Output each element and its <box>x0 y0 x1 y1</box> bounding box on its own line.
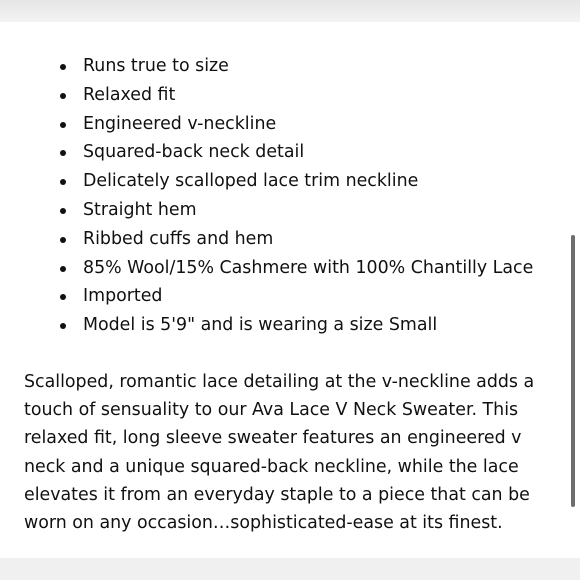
bullet-icon <box>60 294 66 300</box>
feature-text: Model is 5'9" and is wearing a size Small <box>83 315 438 336</box>
feature-text: Runs true to size <box>83 56 229 76</box>
list-item <box>58 52 558 81</box>
list-item <box>58 196 558 225</box>
product-description <box>24 368 554 537</box>
feature-text: Imported <box>83 286 163 307</box>
feature-text: Straight hem <box>83 199 197 220</box>
bullet-icon <box>60 150 66 156</box>
feature-text: Delicately scalloped lace trim neckline <box>83 171 419 192</box>
description-line: relaxed fit, long sleeve sweater features an engineered v <box>24 428 522 449</box>
list-item <box>58 167 558 196</box>
list-item <box>58 254 558 283</box>
bullet-icon <box>60 93 66 99</box>
list-item <box>58 311 558 340</box>
feature-text: 85% Wool/15% Cashmere with 100% Chantilly Lace <box>83 257 534 278</box>
feature-text: Relaxed fit <box>83 84 176 105</box>
bullet-icon <box>60 266 66 272</box>
bottom-edge <box>0 558 580 580</box>
feature-text: Squared-back neck detail <box>83 142 305 163</box>
bullet-icon <box>60 237 66 243</box>
description-line: neck and a unique squared-back neckline, while the lace <box>24 456 519 477</box>
bullet-icon <box>60 208 66 214</box>
list-item <box>58 138 558 167</box>
scrollbar-thumb[interactable] <box>571 235 575 507</box>
list-item <box>58 81 558 110</box>
bullet-icon <box>60 179 66 185</box>
feature-text: Ribbed cuffs and hem <box>83 228 274 249</box>
list-item <box>58 110 558 139</box>
list-item <box>58 225 558 254</box>
description-line: elevates it from an everyday staple to a piece that can be <box>24 484 530 505</box>
description-line: worn on any occasion…sophisticated-ease at its finest. <box>24 513 503 534</box>
description-line: Scalloped, romantic lace detailing at the v-neckline adds a <box>24 372 535 392</box>
description-line: touch of sensuality to our Ava Lace V Neck Sweater. This <box>24 400 519 421</box>
feature-text: Engineered v-neckline <box>83 113 277 134</box>
feature-list <box>58 52 558 340</box>
list-item <box>58 282 558 311</box>
bullet-icon <box>60 122 66 128</box>
bullet-icon <box>60 64 66 70</box>
bullet-icon <box>60 323 66 329</box>
top-edge <box>0 0 580 22</box>
